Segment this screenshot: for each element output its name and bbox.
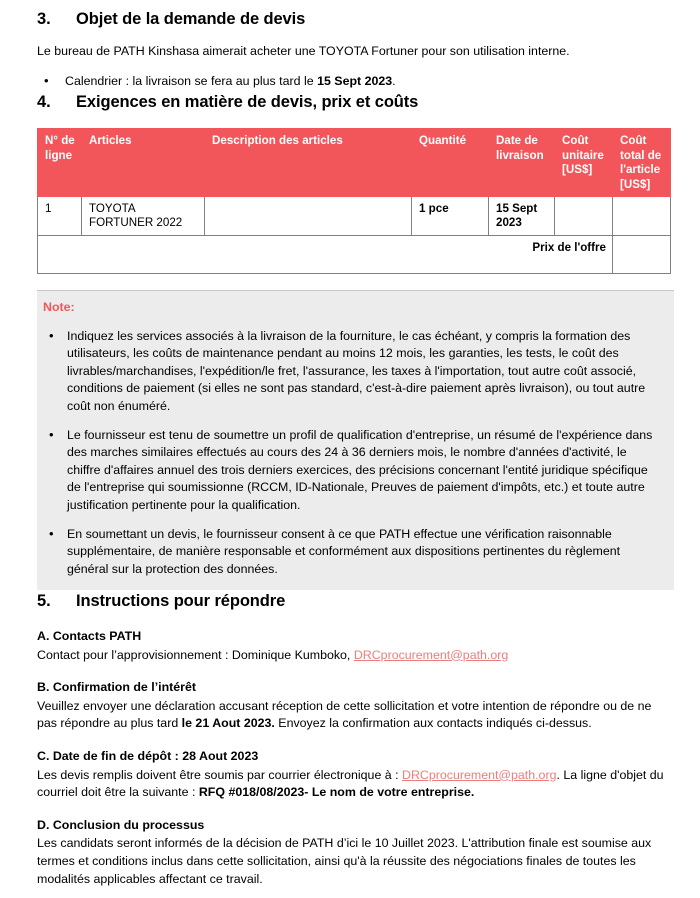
list-item: • Indiquez les services associés à la livraison de la fourniture, le cas échéant, y compris la formation des utilisateurs, les coûts de maintenance pendant au moins 12 mois, les garanties, les tests, le coût des livrables/marchandises, l'expédition/le fret, l'assurance, les taxes à l'importation, tout autre coût associé, conditions de paiement (si elles ne sont pas standard, c'est-à-dire paiement après livraison), ou tout autre coût non énuméré. (37, 328, 662, 416)
section-3-number: 3. (37, 10, 51, 28)
section-4-heading (37, 91, 672, 114)
table-total-row (38, 235, 671, 273)
list-item: • En soumettant un devis, le fournisseur consent à ce que PATH effectue une vérification raisonnable supplémentaire, de manière responsable et conformément aux dispositions pertinentes du règlement général sur la protection des données. (37, 526, 662, 579)
subsection-a-paragraph (37, 647, 672, 665)
section-5-title: Instructions pour répondre (76, 591, 286, 610)
column-header-total-cost: Coût total de l'article [US$] (613, 129, 671, 197)
list-item (37, 73, 672, 91)
column-header-quantity: Quantité (412, 129, 489, 197)
subsection-c-heading: C. Date de fin de dépôt : 28 Aout 2023 (37, 748, 259, 763)
submission-text-prefix: Les devis remplis doivent être soumis par courrier électronique à : (37, 767, 403, 782)
subsection-b-heading: B. Confirmation de l’intérêt (37, 680, 197, 695)
note-title: Note: (43, 299, 75, 314)
column-header-line-number: N° de ligne (38, 129, 82, 197)
bullet-text-prefix: Calendrier : la livraison se fera au plus tard le (65, 74, 318, 89)
subsection-a-contacts (37, 628, 672, 664)
contact-text: Contact pour l’approvisionnement : Dominique Kumboko, (37, 647, 354, 662)
cell-description[interactable] (205, 197, 412, 236)
note-box (37, 290, 674, 590)
list-item: • Le fournisseur est tenu de soumettre un profil de qualification d'entreprise, un résumé de l'expérience dans des marches similaires effectués au cours des 24 à 36 derniers mois, le nombre d'années d'activité, le chiffre d'affaires annuel des trois derniers exercices, des précisions concernant l'entité juridique spécifique de l'entreprise qui soumissionne (RCCM, ID-Nationale, Preuves de paiement d'impôts, etc.) et toute autre justification pertinente pour la qualification. (37, 427, 662, 515)
email-link-procurement[interactable]: DRCprocurement@path.org (353, 647, 509, 662)
confirmation-text-suffix: Envoyez la confirmation aux contacts indiqués ci-dessus. (274, 716, 592, 731)
column-header-description: Description des articles (205, 129, 412, 197)
email-subject-line: RFQ #018/08/2023- Le nom de votre entreprise. (198, 785, 475, 800)
email-link-submission[interactable]: DRCprocurement@path.org (402, 767, 557, 782)
subsection-d-conclusion (37, 817, 672, 888)
quote-requirements-table (37, 128, 671, 274)
table-row (38, 197, 671, 236)
subsection-c-paragraph (37, 767, 672, 802)
subsection-d-heading: D. Conclusion du processus (37, 817, 205, 832)
note-bullet-list (37, 328, 662, 579)
cell-total-cost[interactable] (613, 197, 671, 236)
subsection-a-heading: A. Contacts PATH (37, 628, 142, 643)
column-header-delivery-date: Date de livraison (489, 129, 555, 197)
cell-unit-cost[interactable] (555, 197, 613, 236)
confirmation-deadline: le 21 Aout 2023. (181, 716, 275, 731)
total-row-value[interactable] (613, 235, 671, 273)
column-header-unit-cost: Coût unitaire [US$] (555, 129, 613, 197)
subsection-b-paragraph (37, 698, 672, 733)
section-3-title: Objet de la demande de devis (76, 10, 306, 28)
bullet-text-bold: 15 Sept 2023 (317, 74, 393, 89)
total-row-label: Prix de l'offre (38, 235, 613, 273)
section-4-title: Exigences en matière de devis, prix et coûts (76, 92, 419, 111)
section-3-heading (37, 8, 672, 31)
section-4-number: 4. (37, 92, 51, 111)
cell-delivery-date: 15 Sept 2023 (489, 197, 555, 236)
section-3-bullet-list (37, 73, 672, 91)
section-5-number: 5. (37, 591, 51, 610)
confirmation-text-prefix: Veuillez envoyer une déclaration accusant réception de cette sollicitation et votre intention de répondre ou de ne pas répondre au plus tard (37, 698, 652, 731)
section-5-heading (37, 590, 672, 613)
table-header-row (38, 129, 671, 197)
subsection-c-deadline (37, 748, 672, 802)
subsection-d-paragraph: Les candidats seront informés de la décision de PATH d’ici le 10 Juillet 2023. L'attribution finale est soumise aux termes et conditions inclus dans cette sollicitation, ainsi qu'à la réussite des négociations finales de toutes les modalités applicables affectant ce travail. (37, 836, 652, 886)
subsection-b-confirmation (37, 679, 672, 733)
cell-article: TOYOTA FORTUNER 2022 (82, 197, 205, 236)
column-header-articles: Articles (82, 129, 205, 197)
cell-line-number: 1 (38, 197, 82, 236)
bullet-text-suffix: . (392, 74, 396, 89)
section-3-intro: Le bureau de PATH Kinshasa aimerait acheter une TOYOTA Fortuner pour son utilisation interne. (37, 44, 570, 59)
cell-quantity: 1 pce (412, 197, 489, 236)
submission-text-middle: . La ligne d'objet du courriel doit être la suivante : (37, 767, 664, 800)
